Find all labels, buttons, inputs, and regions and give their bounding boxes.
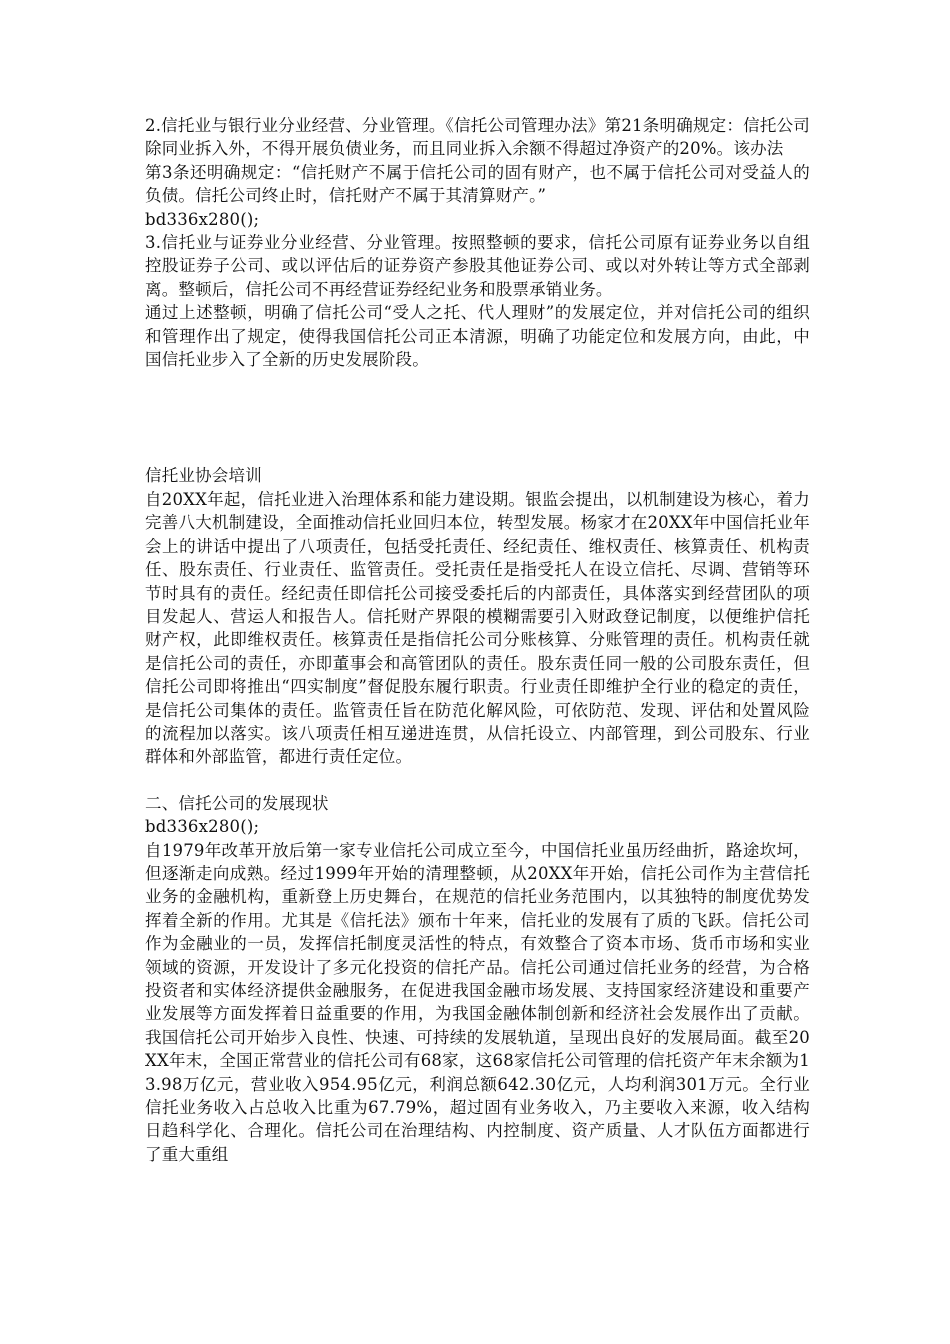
document-page: [145, 114, 810, 1166]
paragraph-training-body: 自20XX年起，信托业进入治理体系和能力建设期。银监会提出，以机制建设为核心，着力完善八大机制建设，全面推动信托业回归本位，转型发展。杨家才在20XX年中国信托业年会上的讲话中提出了八项责任，包括受托责任、经纪责任、维权责任、核算责任、机构责任、股东责任、行业责任、监管责任。受托责任是指受托人在设立信托、尽调、营销等环节时具有的责任。经纪责任即信托公司接受委托后的内部责任，具体落实到经营团队的项目发起人、营运人和报告人。信托财产界限的模糊需要引入财政登记制度，以便维护信托财产权，此即维权责任。核算责任是指信托公司分账核算、分账管理的责任。机构责任就是信托公司的责任，亦即董事会和高管团队的责任。股东责任同一般的公司股东责任，但信托公司即将推出“四实制度”督促股东履行职责。行业责任即维护全行业的稳定的责任，是信托公司集体的责任。监管责任旨在防范化解风险，可依防范、发现、评估和处置风险的流程加以落实。该八项责任相互递进连贯，从信托设立、内部管理，到公司股东、行业群体和外部监管，都进行责任定位。: [145, 489, 810, 767]
paragraph-bank-separation: 2.信托业与银行业分业经营、分业管理。《信托公司管理办法》第21条明确规定：信托公司除同业拆入外，不得开展负债业务，而且同业拆入余额不得超过净资产的20%。该办法: [145, 116, 810, 159]
section-title-development-status: 二、信托公司的发展现状: [145, 793, 329, 813]
ad-placeholder-code: bd336x280();: [145, 209, 260, 229]
section-spacer: [145, 371, 810, 464]
section-spacer: [145, 769, 810, 792]
paragraph-rectification-summary: 通过上述整顿，明确了信托公司“受人之托、代人理财”的发展定位，并对信托公司的组织和管理作出了规定，使得我国信托公司正本清源，明确了功能定位和发展方向，由此，中国信托业步入了全新的历史发展阶段。: [145, 303, 810, 370]
paragraph-article-3: 第3条还明确规定：“信托财产不属于信托公司的固有财产，也不属于信托公司对受益人的负债。信托公司终止时，信托财产不属于其清算财产。”: [145, 162, 810, 206]
section-title-training: 信托业协会培训: [145, 466, 262, 486]
paragraph-development-body: 自1979年改革开放后第一家专业信托公司成立至今，中国信托业虽历经曲折，路途坎坷，但逐渐走向成熟。经过1999年开始的清理整顿，从20XX年开始，信托公司作为主营信托业务的金融机构，重新登上历史舞台，在规范的信托业务范围内，以其独特的制度优势发挥着全新的作用。尤其是《信托法》颁布十年来，信托业的发展有了质的飞跃。信托公司作为金融业的一员，发挥信托制度灵活性的特点，有效整合了资本市场、货币市场和实业领域的资源，开发设计了多元化投资的信托产品。信托公司通过信托业务的经营，为合格投资者和实体经济提供金融服务，在促进我国金融市场发展、支持国家经济建设和重要产业发展等方面发挥着日益重要的作用，为我国金融体制创新和经济社会发展作出了贡献。我国信托公司开始步入良性、快速、可持续的发展轨道，呈现出良好的发展局面。截至20XX年末，全国正常营业的信托公司有68家，这68家信托公司管理的信托资产年末余额为13.98万亿元，营业收入954.95亿元，利润总额642.30亿元，人均利润301万元。全行业信托业务收入占总收入比重为67.79%，超过固有业务收入，乃主要收入来源，收入结构日趋科学化、合理化。信托公司在治理结构、内控制度、资产质量、人才队伍方面都进行了重大重组: [145, 840, 810, 1164]
paragraph-securities-separation: 3.信托业与证券业分业经营、分业管理。按照整顿的要求，信托公司原有证券业务以自组控股证券子公司、或以评估后的证券资产参股其他证券公司、或以对外转让等方式全部剥离。整顿后，信托公司不再经营证券经纪业务和股票承销业务。: [145, 233, 810, 299]
ad-placeholder-code: bd336x280();: [145, 817, 260, 837]
